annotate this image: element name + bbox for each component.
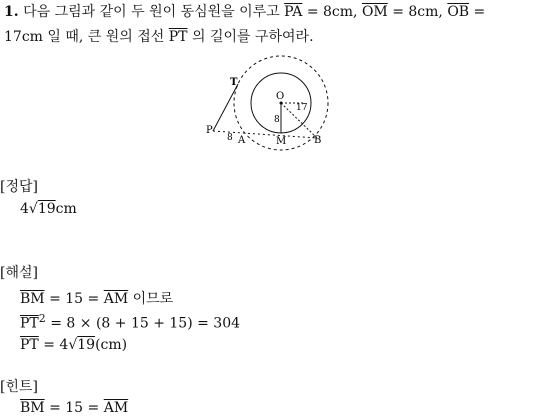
sqrt-sign: √ (28, 201, 38, 217)
label-b: B (314, 135, 322, 146)
hint-segment-bm: $\overline{BM}$ (20, 400, 45, 416)
problem-text-suffix: 의 길이를 구하여라. (191, 29, 314, 45)
tangent-pt (213, 84, 238, 131)
concentric-circles-figure (195, 52, 345, 152)
label-8: 8 (274, 115, 280, 125)
problem-line-2 (4, 26, 314, 46)
ob-eq: = (473, 4, 486, 20)
om-value: = 8cm, (392, 4, 443, 20)
sqrt-sign-2: √ (68, 337, 78, 353)
answer-coef: 4 (20, 201, 29, 217)
pa-value: = 8cm, (306, 4, 358, 20)
segment-om: $\overline{OM}$ (361, 4, 388, 20)
label-t: T (230, 77, 238, 88)
explanation-header: [해설] (0, 265, 38, 281)
explanation-line-1 (20, 288, 173, 308)
problem-text-prefix: 다음 그림과 같이 두 원이 동심원을 이루고 (23, 4, 280, 20)
label-17: 17 (296, 103, 308, 113)
exponent-2: 2 (38, 312, 46, 325)
hint-header: [힌트] (0, 379, 38, 395)
explanation-line-2 (20, 312, 240, 332)
label-a: A (238, 135, 246, 146)
segment-pt-squared: $\overline{PT}$ (20, 315, 39, 332)
explanation-suffix: 이므로 (132, 291, 174, 307)
segment-pt-result: $\overline{PT}$ (20, 337, 39, 353)
ob-value-text: 17cm 일 때, 큰 원의 접선 (4, 29, 165, 45)
explanation-eq-3: = 4 (43, 337, 69, 353)
label-8b: 8 (227, 133, 233, 143)
explanation-radicand: 19 (77, 337, 96, 353)
answer-value (20, 201, 77, 217)
segment-ob: $\overline{OB}$ (447, 4, 470, 20)
hint-segment-am: $\overline{AM}$ (103, 400, 129, 416)
segment-pa: $\overline{PA}$ (284, 4, 303, 20)
segment-bm: $\overline{BM}$ (20, 291, 45, 307)
answer-unit: cm (55, 201, 77, 217)
segment-am: $\overline{AM}$ (103, 291, 129, 307)
explanation-line-3 (20, 337, 127, 353)
label-m: M (276, 136, 287, 147)
hint-line (20, 400, 128, 416)
explanation-eq-1: = 15 = (49, 291, 100, 307)
hint-eq: = 15 = (49, 400, 100, 416)
explanation-unit: (cm) (95, 337, 128, 353)
segment-pt: $\overline{PT}$ (168, 29, 188, 45)
problem-line-1 (4, 1, 485, 21)
problem-number: 1. (4, 4, 19, 20)
label-o: O (276, 91, 285, 102)
label-p: P (206, 125, 213, 136)
answer-radicand: 19 (37, 201, 56, 217)
explanation-eq-2: = 8 × (8 + 15 + 15) = 304 (50, 315, 241, 332)
answer-header: [정답] (0, 179, 38, 195)
